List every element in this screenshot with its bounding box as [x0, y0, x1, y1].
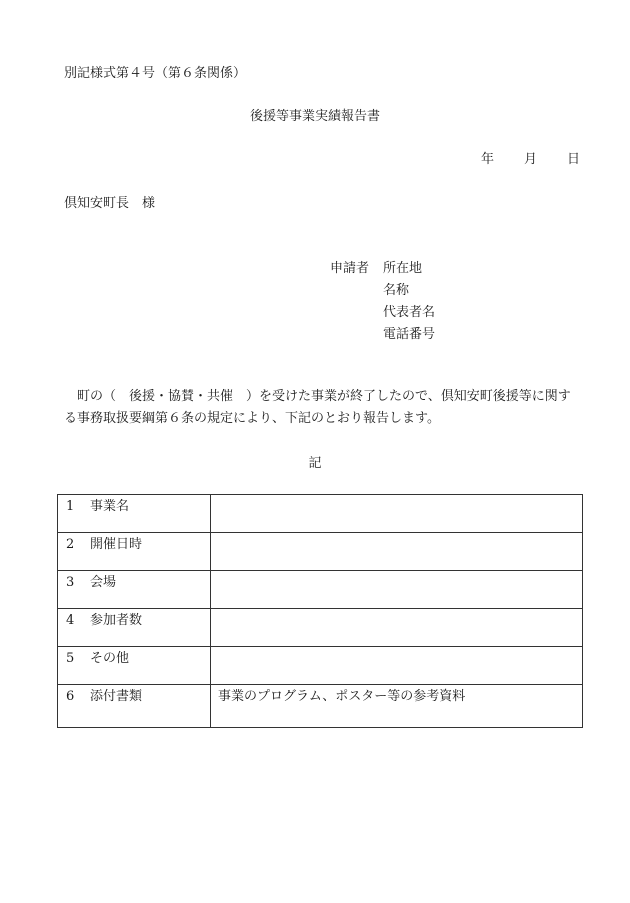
table-row: [58, 685, 583, 728]
row-value-cell: [211, 609, 583, 647]
body-text-line-2: る事務取扱要綱第６条の規定により、下記のとおり報告します。: [64, 411, 440, 426]
table-row: [58, 609, 583, 647]
date-line: [481, 152, 580, 168]
applicant-address-label: 所在地: [383, 261, 423, 276]
row-label: 添付書類: [90, 689, 143, 704]
applicant-label: 申請者: [330, 261, 370, 276]
row-number: 3: [66, 575, 75, 590]
row-label-cell: [58, 647, 211, 685]
row-value-cell: [211, 685, 583, 728]
row-label-cell: [58, 533, 211, 571]
table-row: [58, 533, 583, 571]
row-number: 1: [66, 499, 75, 514]
row-number: 2: [66, 537, 75, 552]
row-label-cell: [58, 571, 211, 609]
table-row: [58, 495, 583, 533]
applicant-representative-label: 代表者名: [383, 305, 436, 320]
row-label: その他: [90, 651, 130, 666]
row-value: 事業のプログラム、ポスター等の参考資料: [218, 689, 466, 704]
date-year: 年: [480, 152, 494, 167]
row-label-cell: [58, 495, 211, 533]
row-label: 参加者数: [90, 613, 143, 628]
row-value-cell: [211, 533, 583, 571]
row-label-cell: [58, 685, 211, 728]
row-value-cell: [211, 647, 583, 685]
row-label: 開催日時: [90, 537, 143, 552]
row-number: 6: [66, 689, 75, 704]
form-number: 別記様式第４号（第６条関係）: [64, 66, 247, 81]
table-row: [58, 571, 583, 609]
row-label: 会場: [90, 575, 117, 590]
body-text-line-1: 町の（ 後援・協賛・共催 ）を受けた事業が終了したので、倶知安町後援等に関す: [64, 389, 571, 404]
applicant-name-label: 名称: [383, 283, 410, 298]
row-label: 事業名: [90, 499, 130, 514]
row-value-cell: [211, 495, 583, 533]
report-table: [57, 494, 583, 728]
ki-heading: 記: [308, 456, 322, 471]
row-number: 5: [66, 651, 75, 666]
document-title: 後援等事業実績報告書: [249, 109, 380, 124]
row-value-cell: [211, 571, 583, 609]
applicant-phone-label: 電話番号: [383, 327, 436, 342]
date-day: 日: [566, 152, 580, 167]
row-number: 4: [66, 613, 75, 628]
date-month: 月: [523, 152, 537, 167]
addressee: 倶知安町長 様: [64, 196, 156, 211]
row-label-cell: [58, 609, 211, 647]
table-row: [58, 647, 583, 685]
